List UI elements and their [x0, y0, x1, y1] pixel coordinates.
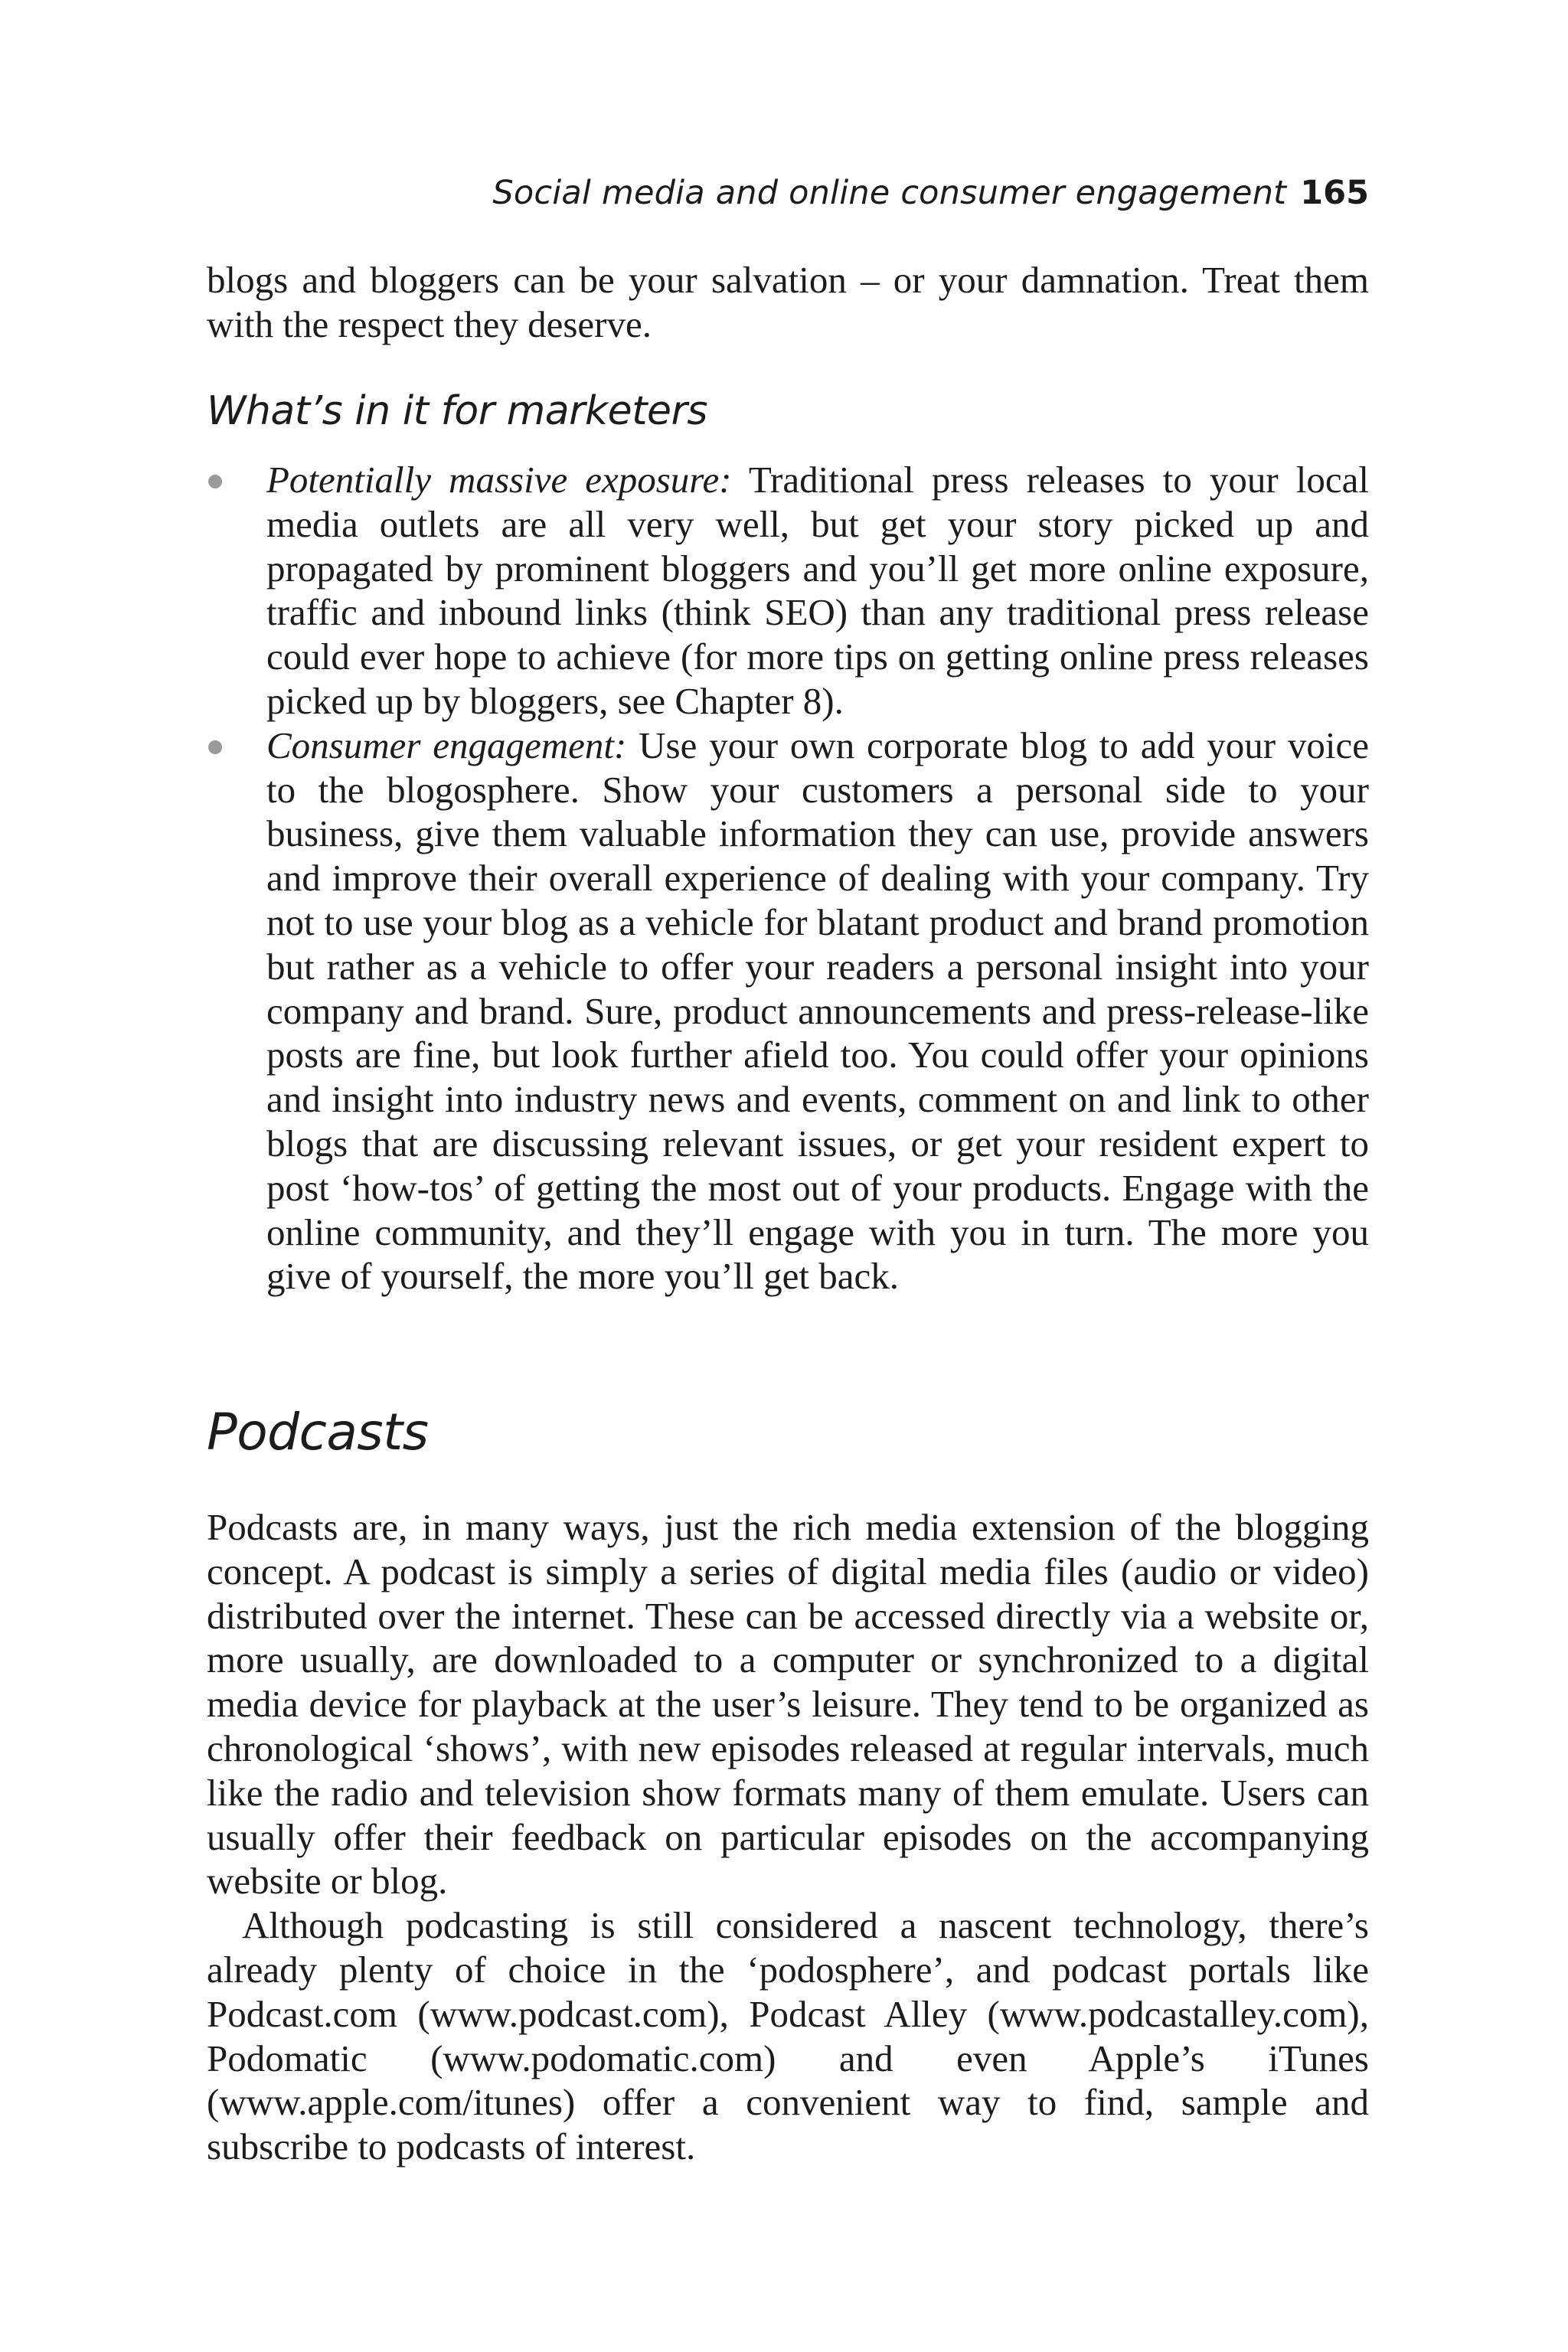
list-item — [207, 724, 1369, 1298]
page-number: 165 — [1300, 174, 1369, 212]
running-head — [207, 170, 1369, 216]
bullet-lead: Potentially massive exposure: — [266, 459, 732, 501]
marketers-heading: What’s in it for marketers — [207, 388, 707, 434]
list-item — [207, 458, 1369, 724]
bullet-paragraph — [266, 458, 1369, 724]
bullet-text: Use your own corporate blog to add your voice to the blogosphere. Show your customers a personal side to your business, give them valuable information they can use, provide answers and improve their overall experience of dealing with your company. Try not to use your blog as a vehicle for blatant product and brand promotion but rather as a vehicle to offer your readers a personal insight into your company and brand. Sure, product announcements and press-release-like posts are fine, but look further afield too. You could offer your opinions and insight into industry news and events, comment on and link to other blogs that are discussing relevant issues, or get your resident expert to post ‘how-tos’ of getting the most out of your products. Engage with the online community, and they’ll engage with you in turn. The more you give of yourself, the more you’ll get back. — [266, 724, 1370, 1298]
podcasts-heading: Podcasts — [207, 1403, 429, 1462]
bullet-icon — [208, 475, 222, 488]
intro-paragraph-block — [207, 258, 1369, 347]
intro-paragraph: blogs and bloggers can be your salvation – or your damnation. Treat them with the respect they deserve. — [207, 259, 1369, 345]
bullet-text: Traditional press releases to your local media outlets are all very well, but get your story picked up and propagated by prominent bloggers and you’ll get more online exposure, traffic and inbound links (think SEO) than any traditional press release could ever hope to achieve (for more tips on getting online press releases picked up by bloggers, see Chapter 8). — [266, 459, 1369, 722]
podcasts-paragraph: Although podcasting is still considered a nascent technology, there’s already plenty of choice in the ‘podosphere’, and podcast portals like Podcast.com (www.podcast.com), Podcast Alley (www.podcastalley.com), Podomatic (www.podomatic.com) and even Apple’s iTunes (www.apple.com/itunes) offer a convenient way to find, sample and subscribe to podcasts of interest. — [207, 1904, 1369, 2168]
running-head-title: Social media and online consumer engagement — [492, 174, 1287, 212]
podcasts-body — [207, 1505, 1369, 2169]
podcasts-paragraph: Podcasts are, in many ways, just the rich media extension of the blogging concept. A podcast is simply a series of digital media files (audio or video) distributed over the internet. These can be accessed directly via a website or, more usually, are downloaded to a computer or synchronized to a digital media device for playback at the user’s leisure. They tend to be organized as chronological ‘shows’, with new episodes released at regular intervals, much like the radio and television show formats many of them emulate. Users can usually offer their feedback on particular episodes on the accompanying website or blog. — [207, 1506, 1369, 1903]
marketers-bullet-list — [207, 458, 1369, 1298]
bullet-paragraph — [266, 724, 1369, 1298]
bullet-icon — [208, 740, 222, 754]
bullet-lead: Consumer engagement: — [266, 724, 627, 766]
